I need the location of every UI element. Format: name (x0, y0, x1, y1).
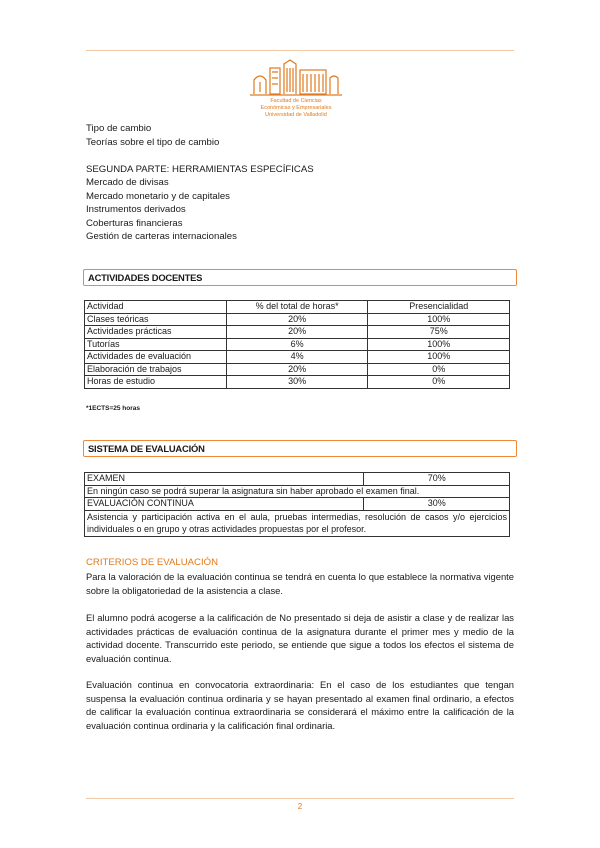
table-cell: 6% (226, 338, 368, 351)
table-cell: Clases teóricas (85, 313, 227, 326)
section-evaluacion-title: SISTEMA DE EVALUACIÓN (88, 443, 205, 454)
criterios-paragraph: Para la valoración de la evaluación continua se tendrá en cuenta lo que establece la normativa vigente sobre la obligatoriedad de la asistencia a clase. (86, 571, 514, 596)
actividades-table (84, 300, 510, 389)
table-row (85, 326, 510, 339)
table-cell: 100% (368, 313, 510, 326)
table-cell: 100% (368, 351, 510, 364)
table-header-row (85, 301, 510, 314)
part2-title: SEGUNDA PARTE: HERRAMIENTAS ESPECÍFICAS (86, 164, 314, 175)
section-actividades-title: ACTIVIDADES DOCENTES (88, 272, 203, 283)
continua-pct: 30% (364, 498, 510, 511)
table-row (85, 313, 510, 326)
table-cell: Elaboración de trabajos (85, 363, 227, 376)
table-cell: 20% (226, 326, 368, 339)
table-cell: 20% (226, 313, 368, 326)
examen-note: En ningún caso se podrá superar la asignatura sin haber aprobado el examen final. (85, 485, 510, 498)
table-cell: 0% (368, 376, 510, 389)
table-row (85, 485, 510, 498)
criterios-title: CRITERIOS DE EVALUACIÓN (86, 557, 219, 568)
part2-item: Mercado monetario y de capitales (86, 191, 230, 202)
examen-pct: 70% (364, 473, 510, 486)
part2-item: Mercado de divisas (86, 177, 169, 188)
building-icon (246, 58, 346, 98)
table-cell: Actividades de evaluación (85, 351, 227, 364)
table-cell: 100% (368, 338, 510, 351)
table-row (85, 473, 510, 486)
table-row (85, 498, 510, 511)
table-cell: Tutorías (85, 338, 227, 351)
faculty-logo (246, 58, 346, 122)
criterios-paragraph: El alumno podrá acogerse a la calificación de No presentado si deja de asistir a clase y de realizar las actividades prácticas de evaluación continua de la asignatura durante el primer mes y medio de la actividad docente. Transcurrido este periodo, se entiende que sigue a todos los efectos el sistema de evaluación continua. (86, 612, 514, 664)
evaluacion-table (84, 472, 510, 537)
table-header-cell: % del total de horas* (226, 301, 368, 314)
part2-item: Coberturas financieras (86, 218, 183, 229)
ects-footnote: *1ECTS=25 horas (86, 405, 141, 412)
criterios-paragraph: Evaluación continua en convocatoria extraordinaria: En el caso de los estudiantes que tengan suspensa la evaluación continua ordinaria y se hayan presentado al examen final ordinario, a efectos de calificar la evaluación continua extraordinaria se considerará el máximo entre la calificación de la evaluación continua ordinaria y la calificación final ordinaria. (86, 679, 514, 731)
continua-note: Asistencia y participación activa en el aula, pruebas intermedias, resolución de casos y/o ejercicios individuales o en grupo y otras actividades propuestas por el profesor. (85, 510, 510, 536)
topic-item: Tipo de cambio (86, 123, 152, 134)
table-cell: Horas de estudio (85, 376, 227, 389)
footer-rule (86, 798, 514, 799)
logo-line-1: Facultad de Ciencias (270, 98, 322, 104)
table-row (85, 338, 510, 351)
section-evaluacion (83, 440, 517, 457)
part2-item: Gestión de carteras internacionales (86, 231, 237, 242)
topic-item: Teorías sobre el tipo de cambio (86, 137, 220, 148)
table-row (85, 510, 510, 536)
table-cell: 20% (226, 363, 368, 376)
page-number: 2 (297, 802, 303, 811)
header-rule (86, 50, 514, 51)
table-cell: 75% (368, 326, 510, 339)
table-cell: 0% (368, 363, 510, 376)
table-row (85, 363, 510, 376)
logo-line-2: Económicas y Empresariales (260, 105, 332, 111)
section-actividades (83, 269, 517, 286)
table-cell: Actividades prácticas (85, 326, 227, 339)
table-row (85, 376, 510, 389)
table-cell: 30% (226, 376, 368, 389)
examen-label: EXAMEN (85, 473, 364, 486)
logo-line-3: Universidad de Valladolid (265, 112, 327, 118)
table-header-cell: Presencialidad (368, 301, 510, 314)
part2-item: Instrumentos derivados (86, 204, 186, 215)
continua-label: EVALUACIÓN CONTINUA (85, 498, 364, 511)
table-header-cell: Actividad (85, 301, 227, 314)
table-cell: 4% (226, 351, 368, 364)
table-row (85, 351, 510, 364)
